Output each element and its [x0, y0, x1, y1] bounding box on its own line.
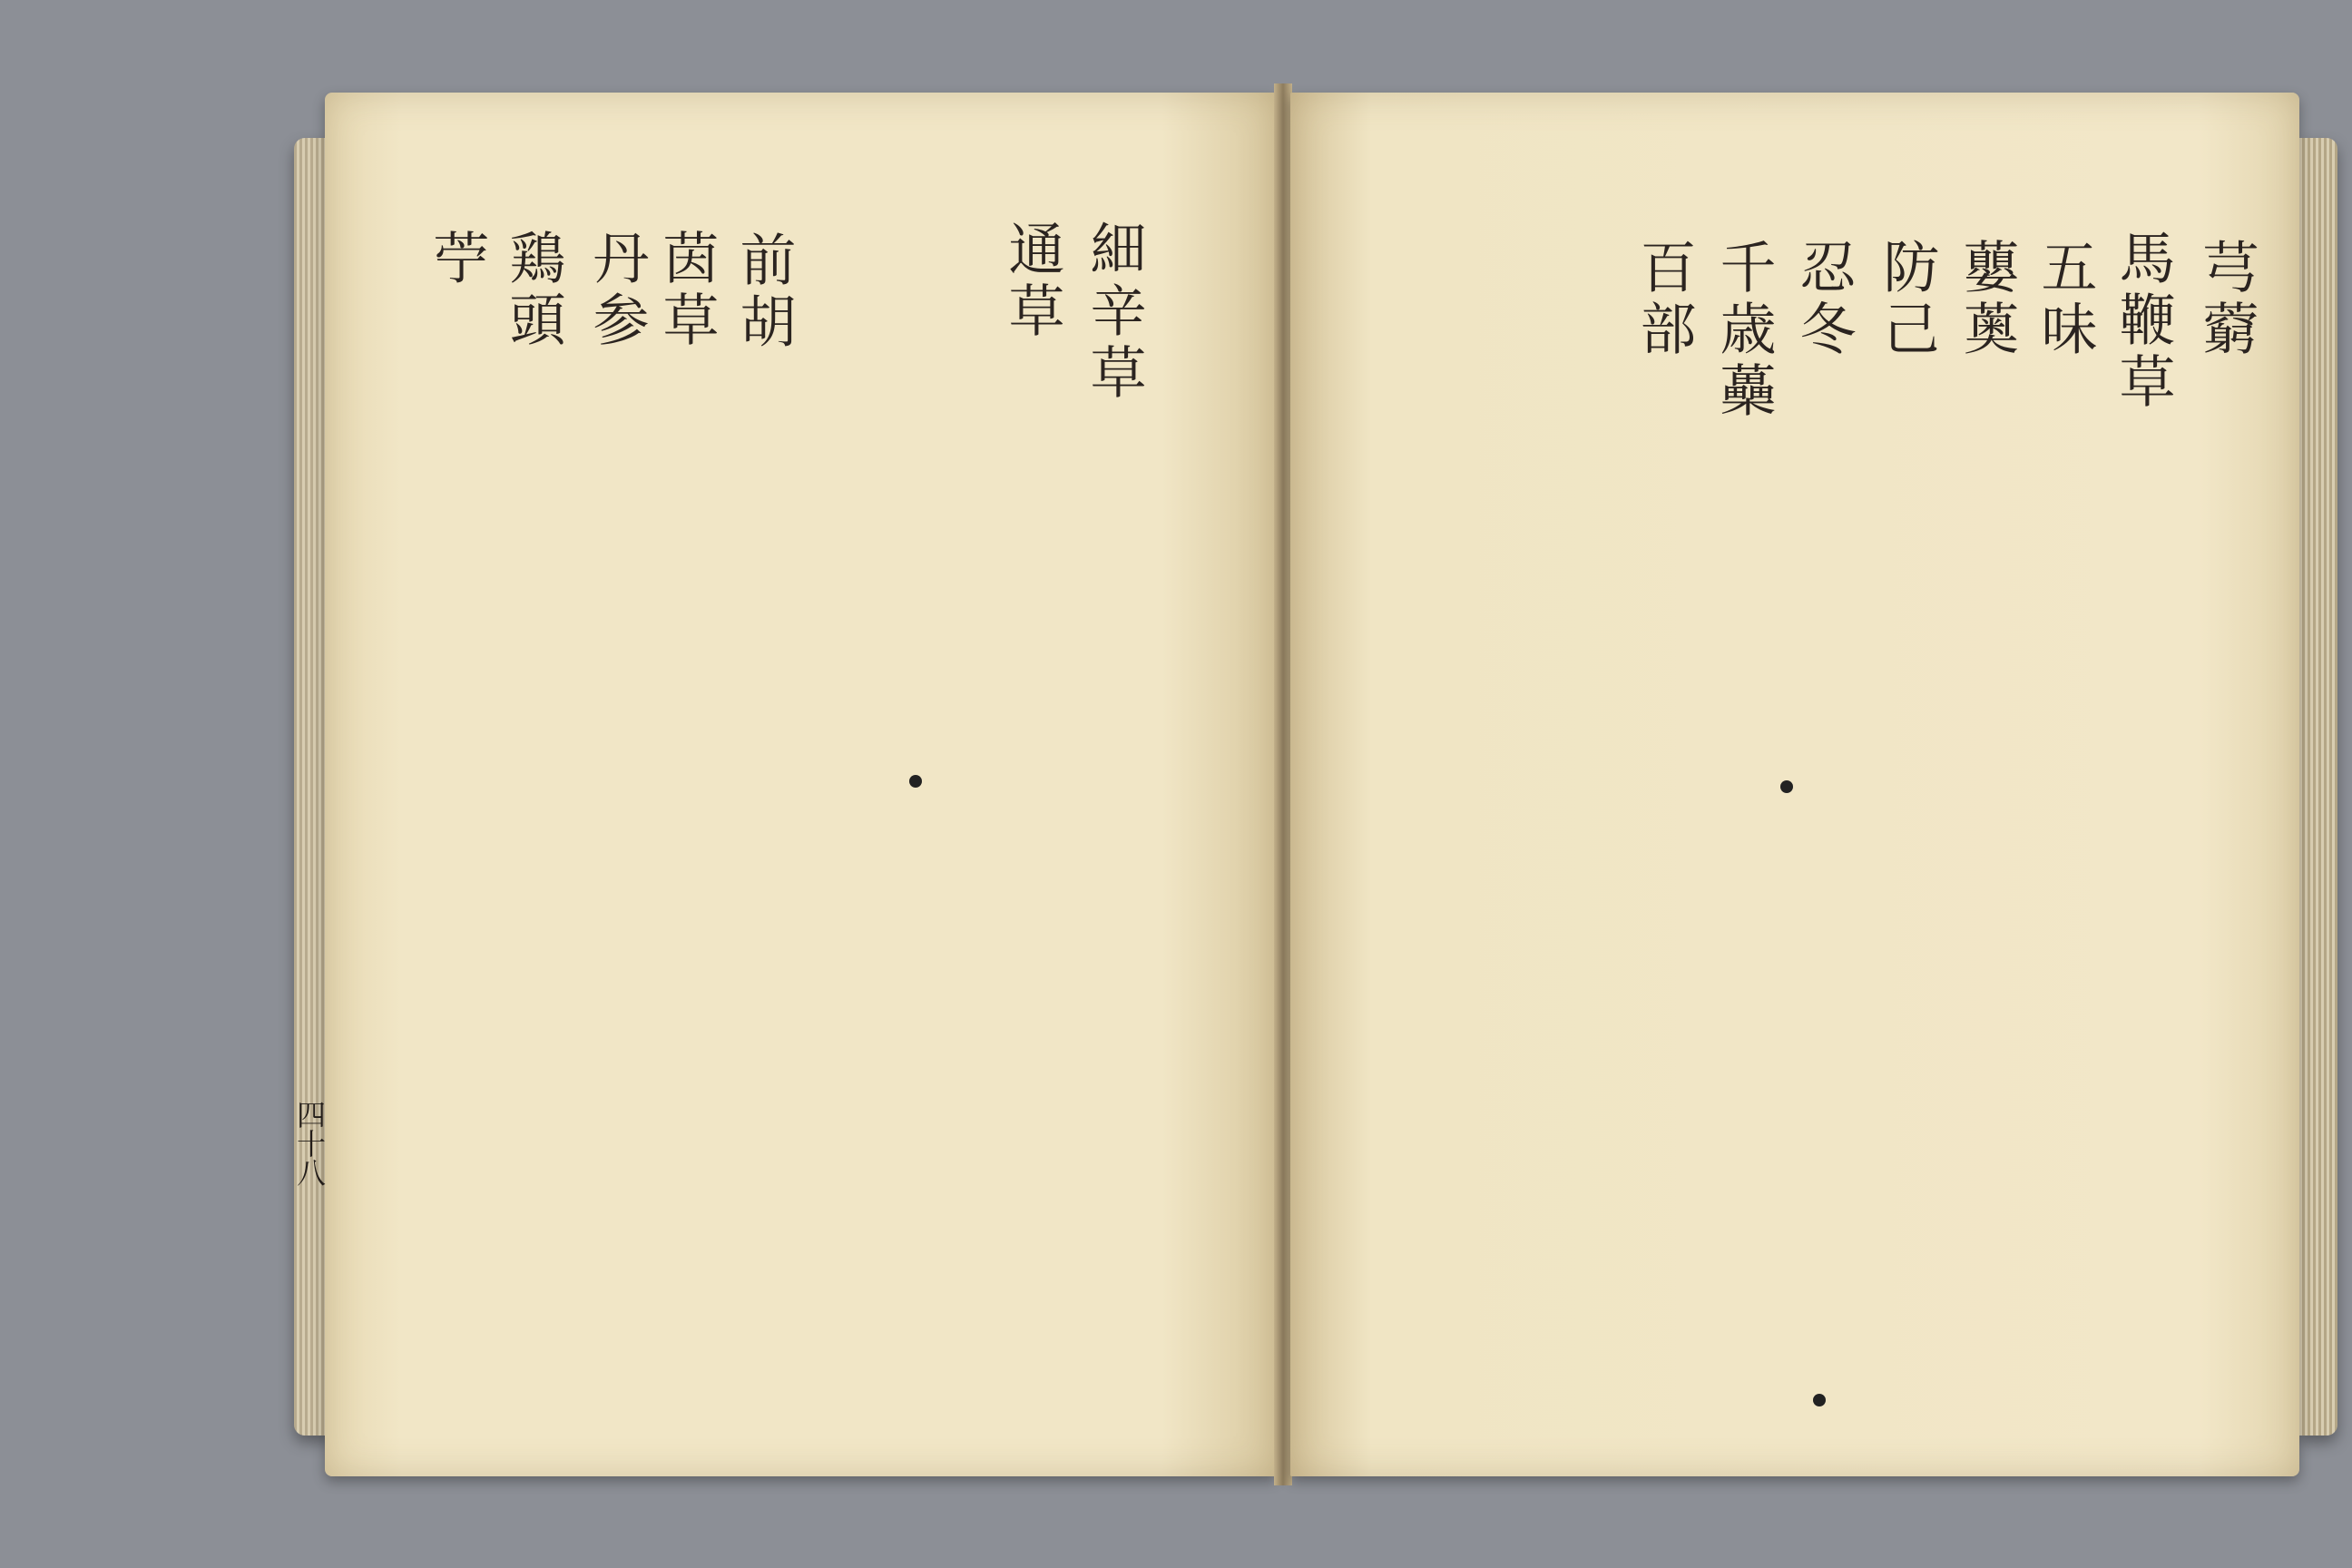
headword: 五味: [2032, 238, 2098, 361]
headword: 芎藭: [2193, 238, 2259, 361]
headword: 忍冬: [1790, 238, 1857, 361]
headword: 馬鞭草: [2110, 229, 2176, 414]
headword: 千歳蘽: [1710, 238, 1777, 423]
headword: 前胡: [730, 230, 797, 354]
headword: 茵草: [653, 229, 720, 352]
folio-number: 四十八: [292, 1100, 327, 1187]
book-gutter: [1274, 83, 1292, 1485]
right-page: [1290, 93, 2299, 1476]
left-page: [325, 93, 1276, 1476]
headword: 苧: [424, 229, 490, 290]
bullet-mark: [909, 775, 922, 788]
headword: 丹参: [583, 229, 650, 352]
headword: 百部: [1631, 238, 1697, 361]
bullet-mark: [1780, 780, 1793, 793]
headword: 防己: [1874, 238, 1940, 361]
open-book: [289, 83, 2337, 1485]
headword: 鶏頭: [500, 229, 566, 352]
bullet-mark: [1813, 1394, 1826, 1406]
headword: 通草: [999, 220, 1065, 343]
right-page-edges: [2299, 138, 2337, 1436]
headword: 蘡薁: [1954, 238, 2020, 361]
headword: 細辛草: [1081, 220, 1147, 405]
